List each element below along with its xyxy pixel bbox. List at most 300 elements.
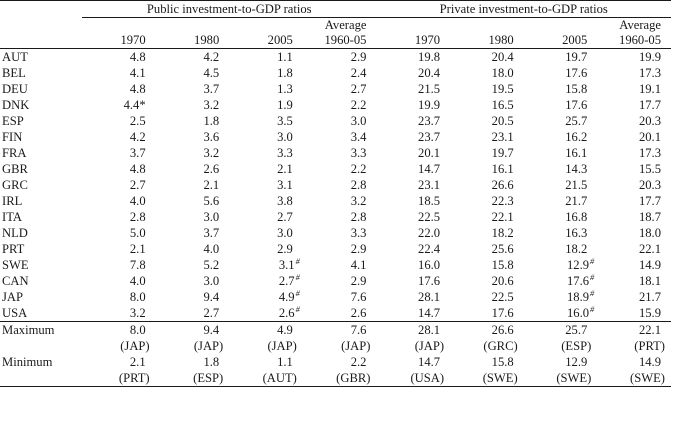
country-code: PRT xyxy=(2,242,25,256)
table-cell xyxy=(229,145,303,161)
table-cell xyxy=(156,97,230,113)
col-header: 1980 xyxy=(450,33,524,49)
table-cell xyxy=(597,305,671,322)
table-cell xyxy=(303,241,377,257)
table-cell xyxy=(303,65,377,81)
table-cell xyxy=(229,209,303,225)
cell-value: 20.4 xyxy=(418,66,441,80)
table-cell xyxy=(229,241,303,257)
country-code: NLD xyxy=(2,226,28,240)
table-cell xyxy=(376,209,450,225)
table-cell xyxy=(376,289,450,305)
cell-value: 4.0 xyxy=(129,194,146,208)
summary-label: Maximum xyxy=(0,322,82,339)
cell-value: 2.9 xyxy=(350,50,367,64)
table-cell xyxy=(597,193,671,209)
table-cell xyxy=(524,209,598,225)
column-header-row xyxy=(0,33,671,49)
public-group-header: Public investment-to-GDP ratios xyxy=(82,1,376,18)
table-cell xyxy=(597,225,671,241)
table-cell xyxy=(524,193,598,209)
table-cell xyxy=(376,177,450,193)
cell-value: 2.9 xyxy=(350,242,367,256)
table-cell xyxy=(597,209,671,225)
table-cell xyxy=(524,97,598,113)
cell-value: 3.8 xyxy=(277,194,293,208)
table-cell xyxy=(524,113,598,129)
cell-value: 22.3 xyxy=(491,194,514,208)
table-cell xyxy=(524,257,598,273)
table-cell xyxy=(597,113,671,129)
table-row xyxy=(0,65,671,81)
cell-value: 16.0 xyxy=(418,258,441,272)
cell-value: 2.8 xyxy=(129,210,146,224)
cell-value: 4.4* xyxy=(123,98,146,112)
cell-value: 19.1 xyxy=(638,82,661,96)
table-cell xyxy=(82,113,156,129)
table-cell xyxy=(229,305,303,322)
col-header-top xyxy=(376,18,450,34)
table-cell xyxy=(156,273,230,289)
country-code: SWE xyxy=(2,258,29,272)
footnote-marker: # xyxy=(295,288,300,298)
summary-value: 4.9 xyxy=(229,322,303,339)
cell-value: 2.1 xyxy=(129,242,146,256)
table-row xyxy=(0,49,671,66)
table-cell xyxy=(376,81,450,97)
table-cell xyxy=(376,193,450,209)
table-row xyxy=(0,145,671,161)
cell-value: 2.8 xyxy=(350,210,367,224)
table-cell xyxy=(450,145,524,161)
cell-value: 16.1 xyxy=(491,162,514,176)
summary-country: (ESP) xyxy=(561,339,592,353)
table-cell xyxy=(376,145,450,161)
cell-value: 4.0 xyxy=(203,242,220,256)
cell-value: 16.8 xyxy=(565,210,588,224)
cell-value: 20.3 xyxy=(638,114,661,128)
table-cell xyxy=(597,257,671,273)
table-cell xyxy=(597,49,671,66)
country-code: DNK xyxy=(2,98,30,112)
cell-value: 3.0 xyxy=(277,130,293,144)
cell-value: 7.8 xyxy=(129,258,146,272)
table-cell xyxy=(524,225,598,241)
table-cell xyxy=(524,273,598,289)
cell-value: 20.5 xyxy=(491,114,514,128)
cell-value: 22.5 xyxy=(418,210,441,224)
cell-value: 1.8 xyxy=(203,114,220,128)
cell-value: 3.0 xyxy=(203,274,220,288)
summary-spacer xyxy=(0,338,82,354)
col-header: 2005 xyxy=(524,33,598,49)
table-cell xyxy=(82,289,156,305)
cell-value: 15.8 xyxy=(565,82,588,96)
table-cell xyxy=(156,145,230,161)
country-code: IRL xyxy=(2,194,23,208)
table-cell xyxy=(597,273,671,289)
table-cell xyxy=(82,65,156,81)
cell-value: 16.3 xyxy=(565,226,588,240)
table-cell xyxy=(229,225,303,241)
table-cell xyxy=(156,209,230,225)
cell-value: 3.0 xyxy=(203,210,220,224)
cell-value: 18.2 xyxy=(491,226,514,240)
table-cell xyxy=(450,305,524,322)
summary-value: 12.9 xyxy=(565,355,588,369)
table-cell xyxy=(597,129,671,145)
table-cell xyxy=(229,177,303,193)
cell-value: 23.1 xyxy=(418,178,441,192)
cell-value: 2.6 xyxy=(203,162,220,176)
cell-value: 18.0 xyxy=(491,66,514,80)
table-cell xyxy=(524,145,598,161)
table-cell xyxy=(229,161,303,177)
summary-value: 9.4 xyxy=(156,322,230,339)
cell-value: 2.7 xyxy=(277,210,293,224)
cell-value: 2.6 xyxy=(278,306,295,320)
table-cell xyxy=(82,193,156,209)
col-header-top: Average xyxy=(619,18,661,32)
table-cell xyxy=(376,305,450,322)
cell-value: 5.6 xyxy=(203,194,220,208)
table-cell xyxy=(376,161,450,177)
table-cell xyxy=(82,225,156,241)
cell-value: 20.6 xyxy=(491,274,514,288)
table-cell xyxy=(376,225,450,241)
table-cell xyxy=(303,129,377,145)
summary-value: 14.9 xyxy=(638,355,661,369)
cell-value: 2.7 xyxy=(278,274,295,288)
cell-value: 20.4 xyxy=(491,50,514,64)
country-code: AUT xyxy=(2,50,28,64)
summary-spacer xyxy=(0,370,82,387)
country-rows xyxy=(0,49,671,322)
cell-value: 3.7 xyxy=(203,226,220,240)
cell-value: 22.4 xyxy=(418,242,441,256)
cell-value: 1.1 xyxy=(277,50,293,64)
col-header: 1970 xyxy=(376,33,450,49)
table-cell xyxy=(82,81,156,97)
cell-value: 15.5 xyxy=(638,162,661,176)
cell-value: 18.1 xyxy=(638,274,661,288)
cell-value: 25.7 xyxy=(565,114,588,128)
cell-value: 2.1 xyxy=(203,178,220,192)
cell-value: 14.3 xyxy=(565,162,588,176)
summary-value: 8.0 xyxy=(82,322,156,339)
col-header-top xyxy=(229,18,303,34)
cell-value: 18.7 xyxy=(638,210,661,224)
cell-value: 22.1 xyxy=(491,210,514,224)
summary-country-row xyxy=(0,338,671,354)
table-cell xyxy=(450,273,524,289)
cell-value: 4.8 xyxy=(129,82,146,96)
summary-value-row xyxy=(0,354,671,370)
cell-value: 3.3 xyxy=(350,226,367,240)
summary-value: 2.1 xyxy=(129,355,146,369)
summary-country: (SWE) xyxy=(524,370,598,387)
cell-value: 3.1 xyxy=(277,178,293,192)
table-cell xyxy=(229,49,303,66)
country-code: BEL xyxy=(2,66,26,80)
table-row xyxy=(0,97,671,113)
table-cell xyxy=(376,273,450,289)
country-code: ITA xyxy=(2,210,22,224)
summary-value: 28.1 xyxy=(376,322,450,339)
summary-value: 26.6 xyxy=(450,322,524,339)
table-row xyxy=(0,113,671,129)
cell-value: 19.5 xyxy=(491,82,514,96)
footnote-marker: # xyxy=(295,256,300,266)
cell-value: 1.8 xyxy=(277,66,293,80)
table-row xyxy=(0,193,671,209)
table-cell xyxy=(524,129,598,145)
footnote-marker: # xyxy=(295,272,300,282)
footnote-marker: # xyxy=(590,256,595,266)
column-header-top-row xyxy=(0,18,671,34)
cell-value: 28.1 xyxy=(418,290,441,304)
col-header: 1960-05 xyxy=(303,33,377,49)
table-cell xyxy=(156,193,230,209)
table-row xyxy=(0,289,671,305)
table-cell xyxy=(156,177,230,193)
col-header: 2005 xyxy=(229,33,303,49)
table-cell xyxy=(229,81,303,97)
table-cell xyxy=(450,193,524,209)
cell-value: 17.6 xyxy=(565,98,588,112)
cell-value: 19.9 xyxy=(638,50,661,64)
cell-value: 3.2 xyxy=(203,146,220,160)
footnote-marker: # xyxy=(590,304,595,314)
table-cell xyxy=(229,193,303,209)
footnote-marker: # xyxy=(590,272,595,282)
summary-country: (PRT) xyxy=(82,370,156,387)
table-cell xyxy=(303,97,377,113)
summary-country: (SWE) xyxy=(450,370,524,387)
header-spacer xyxy=(0,18,82,34)
table-cell xyxy=(156,129,230,145)
table-cell xyxy=(597,177,671,193)
private-group-header: Private investment-to-GDP ratios xyxy=(376,1,671,18)
table-cell xyxy=(303,113,377,129)
cell-value: 4.8 xyxy=(129,162,146,176)
cell-value: 17.6 xyxy=(565,66,588,80)
cell-value: 14.7 xyxy=(418,162,441,176)
cell-value: 3.0 xyxy=(350,114,367,128)
table-cell xyxy=(156,289,230,305)
table-cell xyxy=(376,241,450,257)
cell-value: 22.5 xyxy=(491,290,514,304)
table-row xyxy=(0,209,671,225)
country-code: USA xyxy=(2,306,28,320)
cell-value: 4.5 xyxy=(203,66,220,80)
table-cell xyxy=(156,305,230,322)
cell-value: 2.2 xyxy=(350,162,367,176)
cell-value: 5.0 xyxy=(129,226,146,240)
table-cell xyxy=(597,161,671,177)
table-cell xyxy=(229,289,303,305)
table-cell xyxy=(156,113,230,129)
table-cell xyxy=(82,49,156,66)
cell-value: 5.2 xyxy=(203,258,220,272)
table-cell xyxy=(524,177,598,193)
summary-value: 14.7 xyxy=(418,355,441,369)
table-cell xyxy=(82,305,156,322)
table-cell xyxy=(82,177,156,193)
cell-value: 3.2 xyxy=(350,194,367,208)
table-cell xyxy=(82,145,156,161)
table-cell xyxy=(376,129,450,145)
table-row xyxy=(0,129,671,145)
footnote-marker: # xyxy=(590,288,595,298)
table-cell xyxy=(450,49,524,66)
table-cell xyxy=(450,81,524,97)
table-cell xyxy=(229,65,303,81)
cell-value: 20.3 xyxy=(638,178,661,192)
table-row xyxy=(0,225,671,241)
table-cell xyxy=(156,241,230,257)
table-cell xyxy=(376,257,450,273)
col-header: 1960-05 xyxy=(597,33,671,49)
cell-value: 19.7 xyxy=(565,50,588,64)
table-cell xyxy=(376,113,450,129)
header-spacer xyxy=(0,33,82,49)
cell-value: 17.6 xyxy=(567,274,590,288)
cell-value: 17.7 xyxy=(638,98,661,112)
summary-country: (JAP) xyxy=(341,339,371,353)
cell-value: 12.9 xyxy=(567,258,590,272)
country-code: FIN xyxy=(2,130,23,144)
table-row xyxy=(0,241,671,257)
table-cell xyxy=(524,81,598,97)
table-cell xyxy=(303,289,377,305)
cell-value: 3.5 xyxy=(277,114,293,128)
cell-value: 22.1 xyxy=(638,242,661,256)
cell-value: 16.1 xyxy=(565,146,588,160)
cell-value: 2.9 xyxy=(350,274,367,288)
table-cell xyxy=(524,305,598,322)
table-cell xyxy=(82,97,156,113)
cell-value: 2.1 xyxy=(277,162,293,176)
cell-value: 23.7 xyxy=(418,114,441,128)
cell-value: 2.6 xyxy=(350,306,367,320)
cell-value: 3.7 xyxy=(203,82,220,96)
table-row xyxy=(0,273,671,289)
cell-value: 4.2 xyxy=(203,50,220,64)
country-code: DEU xyxy=(2,82,28,96)
cell-value: 17.6 xyxy=(491,306,514,320)
cell-value: 2.8 xyxy=(350,178,367,192)
summary-country: (SWE) xyxy=(597,370,671,387)
table-cell xyxy=(82,241,156,257)
cell-value: 19.7 xyxy=(491,146,514,160)
cell-value: 16.2 xyxy=(565,130,588,144)
table-cell xyxy=(156,81,230,97)
cell-value: 15.8 xyxy=(491,258,514,272)
col-header-top xyxy=(524,18,598,34)
table-cell xyxy=(450,113,524,129)
table-cell xyxy=(303,209,377,225)
cell-value: 17.3 xyxy=(638,66,661,80)
cell-value: 20.1 xyxy=(638,130,661,144)
table-cell xyxy=(450,161,524,177)
country-code: GBR xyxy=(2,162,28,176)
table-cell xyxy=(156,65,230,81)
table-row xyxy=(0,81,671,97)
table-cell xyxy=(156,161,230,177)
table-cell xyxy=(597,145,671,161)
table-cell xyxy=(156,49,230,66)
cell-value: 4.1 xyxy=(129,66,146,80)
cell-value: 18.2 xyxy=(565,242,588,256)
cell-value: 22.0 xyxy=(418,226,441,240)
cell-value: 2.2 xyxy=(350,98,367,112)
cell-value: 14.9 xyxy=(638,258,661,272)
cell-value: 26.6 xyxy=(491,178,514,192)
cell-value: 15.9 xyxy=(638,306,661,320)
table-cell xyxy=(229,113,303,129)
cell-value: 16.5 xyxy=(491,98,514,112)
table-cell xyxy=(303,81,377,97)
cell-value: 1.9 xyxy=(277,98,293,112)
cell-value: 2.7 xyxy=(350,82,367,96)
summary-country: (AUT) xyxy=(229,370,303,387)
summary-label: Minimum xyxy=(2,355,53,369)
cell-value: 19.9 xyxy=(418,98,441,112)
table-cell xyxy=(156,225,230,241)
cell-value: 4.2 xyxy=(129,130,146,144)
table-cell xyxy=(303,161,377,177)
table-cell xyxy=(303,49,377,66)
table-cell xyxy=(376,65,450,81)
table-cell xyxy=(82,257,156,273)
table-cell xyxy=(303,193,377,209)
cell-value: 21.7 xyxy=(565,194,588,208)
cell-value: 2.7 xyxy=(203,306,220,320)
table-cell xyxy=(303,273,377,289)
table-cell xyxy=(450,97,524,113)
cell-value: 2.7 xyxy=(129,178,146,192)
cell-value: 4.0 xyxy=(129,274,146,288)
table-cell xyxy=(303,305,377,322)
cell-value: 3.3 xyxy=(350,146,367,160)
cell-value: 3.7 xyxy=(129,146,146,160)
cell-value: 18.9 xyxy=(567,290,590,304)
table-cell xyxy=(597,81,671,97)
table-cell xyxy=(303,257,377,273)
table-cell xyxy=(450,65,524,81)
cell-value: 14.7 xyxy=(418,306,441,320)
cell-value: 3.3 xyxy=(277,146,293,160)
col-header-top xyxy=(82,18,156,34)
cell-value: 2.9 xyxy=(277,242,293,256)
table-cell xyxy=(229,273,303,289)
cell-value: 3.2 xyxy=(203,98,220,112)
cell-value: 23.1 xyxy=(491,130,514,144)
table-row xyxy=(0,161,671,177)
table-row xyxy=(0,257,671,273)
summary-value: 1.1 xyxy=(277,355,293,369)
cell-value: 3.1 xyxy=(278,258,295,272)
cell-value: 23.7 xyxy=(418,130,441,144)
table-cell xyxy=(229,257,303,273)
cell-value: 16.0 xyxy=(567,306,590,320)
cell-value: 17.7 xyxy=(638,194,661,208)
table-cell xyxy=(524,65,598,81)
cell-value: 25.6 xyxy=(491,242,514,256)
table-cell xyxy=(376,49,450,66)
cell-value: 20.1 xyxy=(418,146,441,160)
